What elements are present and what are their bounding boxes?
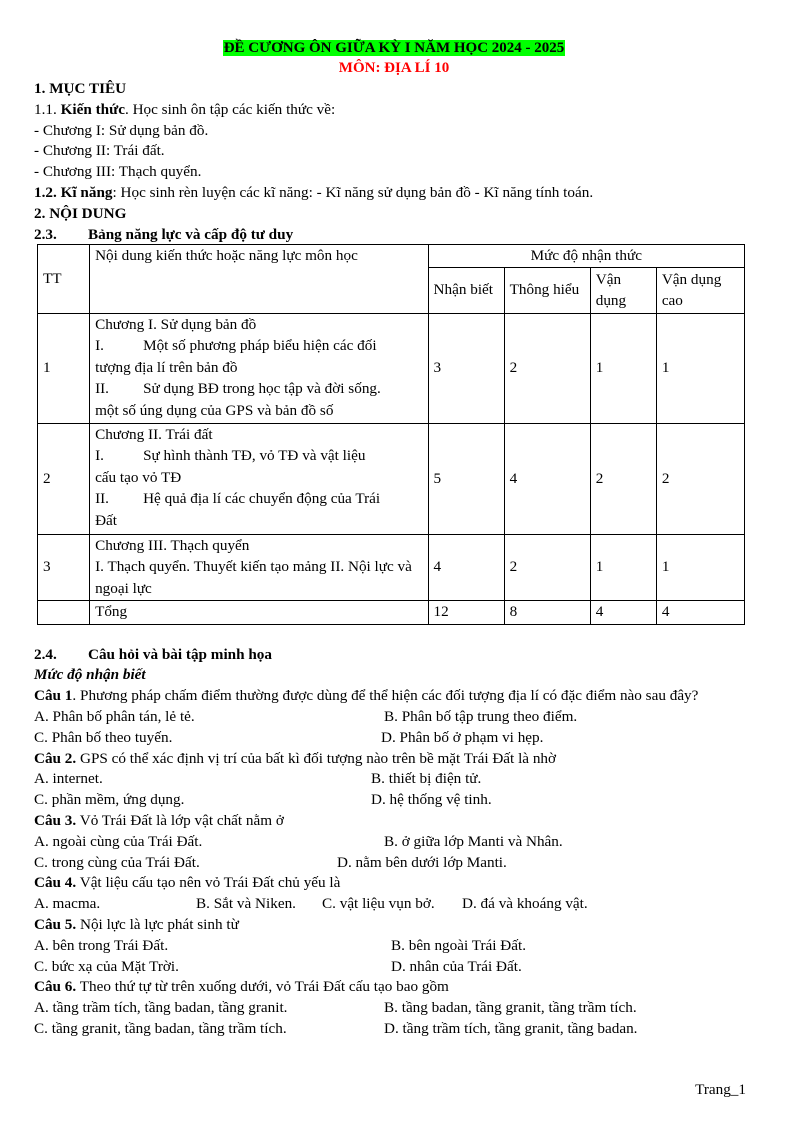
- section2-heading: 2. NỘI DUNG: [34, 204, 127, 222]
- header-content: Nội dung kiến thức hoặc năng lực môn học: [90, 244, 428, 313]
- row-value: 5: [428, 423, 504, 534]
- table-row: [38, 534, 745, 600]
- row-value: 2: [590, 423, 656, 534]
- competency-table: [37, 244, 745, 625]
- section24-heading: 2.4. Câu hỏi và bài tập minh họa: [34, 645, 272, 663]
- question: Câu 2. GPS có thể xác định vị trí của bất kì đối tượng nào trên bề mặt Trái Đất là nhờ: [34, 749, 557, 767]
- skills-line: 1.2. Kĩ năng: Học sinh rèn luyện các kĩ năng: - Kĩ năng sử dụng bản đồ - Kĩ năng tính toán.: [34, 183, 594, 201]
- row-value: 1: [656, 534, 744, 600]
- header-tt: TT: [38, 244, 90, 313]
- question: Câu 4. Vật liệu cấu tạo nên vỏ Trái Đất chủ yếu là: [34, 874, 341, 892]
- row-tt: 1: [38, 313, 90, 423]
- header-level-2: Thông hiểu: [504, 267, 590, 313]
- row-value: 2: [504, 313, 590, 423]
- table-row: [38, 313, 745, 423]
- total-value: 4: [656, 600, 744, 624]
- header-level: Mức độ nhận thức: [428, 244, 744, 267]
- row-value: 1: [590, 313, 656, 423]
- question: Câu 6. Theo thứ tự từ trên xuống dưới, vỏ Trái Đất cấu tạo bao gồm: [34, 978, 449, 996]
- options-row: C. bức xạ của Mặt Trời. D. nhân của Trái Đất.: [34, 957, 522, 975]
- row-value: 4: [428, 534, 504, 600]
- document-title: [34, 38, 754, 58]
- row-tt: 2: [38, 423, 90, 534]
- options-row: C. trong cùng của Trái Đất. D. nằm bên dưới lớp Manti.: [34, 853, 507, 871]
- table-total-row: [38, 600, 745, 624]
- options-row: A. macma. B. Sắt và Niken. C. vật liệu vụn bở. D. đá và khoáng vật.: [34, 895, 588, 913]
- total-value: 12: [428, 600, 504, 624]
- question: Câu 3. Vỏ Trái Đất là lớp vật chất nằm ở: [34, 811, 284, 829]
- options-row: A. tầng trầm tích, tầng badan, tầng granit. B. tầng badan, tầng granit, tầng trầm tích.: [34, 999, 637, 1017]
- options-row: A. internet. B. thiết bị điện tử.: [34, 770, 482, 788]
- header-level-4: Vận dụng cao: [656, 267, 744, 313]
- chapter-item: - Chương III: Thạch quyển.: [34, 163, 202, 181]
- section1-heading: 1. MỤC TIÊU: [34, 80, 127, 97]
- row-content: Chương III. Thạch quyển I. Thạch quyển. Thuyết kiến tạo mảng II. Nội lực và ngoại lực: [90, 534, 428, 600]
- question: Câu 1. Phương pháp chấm điểm thường được dùng để thể hiện các đối tượng địa lí có đặc điểm nào sau đây?: [34, 687, 699, 705]
- total-value: 8: [504, 600, 590, 624]
- row-value: 1: [590, 534, 656, 600]
- section23-heading: 2.3. Bảng năng lực và cấp độ tư duy: [34, 225, 294, 243]
- row-tt: 3: [38, 534, 90, 600]
- row-content: Chương II. Trái đất I. Sự hình thành TĐ, vỏ TĐ và vật liệu cấu tạo vỏ TĐ II. Hệ quả địa lí các chuyển động của Trái Đất: [90, 423, 428, 534]
- row-value: 3: [428, 313, 504, 423]
- options-row: A. ngoài cùng của Trái Đất. B. ở giữa lớp Manti và Nhân.: [34, 832, 563, 850]
- row-value: 4: [504, 423, 590, 534]
- title-highlight: ĐỀ CƯƠNG ÔN GIỮA KỲ I NĂM HỌC 2024 - 2025: [223, 40, 565, 56]
- options-row: A. bên trong Trái Đất. B. bên ngoài Trái Đất.: [34, 936, 526, 954]
- row-value: 1: [656, 313, 744, 423]
- question: Câu 5. Nội lực là lực phát sinh từ: [34, 915, 239, 933]
- options-row: C. Phân bố theo tuyến. D. Phân bố ở phạm vi hẹp.: [34, 728, 544, 746]
- options-row: C. phần mềm, ứng dụng. D. hệ thống vệ tinh.: [34, 791, 492, 809]
- knowledge-line: 1.1. Kiến thức. Học sinh ôn tập các kiến thức về:: [34, 100, 336, 118]
- table-row: [38, 423, 745, 534]
- document-page: [34, 38, 754, 1040]
- row-value: 2: [656, 423, 744, 534]
- header-level-3: Vận dụng: [590, 267, 656, 313]
- chapter-item: - Chương II: Trái đất.: [34, 142, 165, 160]
- row-value: 2: [504, 534, 590, 600]
- level-heading: Mức độ nhận biết: [34, 666, 146, 684]
- row-content: Chương I. Sử dụng bản đồ I. Một số phương pháp biểu hiện các đối tượng địa lí trên bản đồ II. Sử dụng BĐ trong học tập và đời sống. một số úng dụng của GPS và bản đồ số: [90, 313, 428, 423]
- options-row: A. Phân bố phân tán, lẻ tẻ. B. Phân bố tập trung theo điểm.: [34, 707, 578, 725]
- chapter-item: - Chương I: Sử dụng bản đồ.: [34, 121, 209, 139]
- header-level-1: Nhận biết: [428, 267, 504, 313]
- page-number: Trang_1: [695, 1081, 746, 1098]
- total-value: 4: [590, 600, 656, 624]
- total-label: Tổng: [90, 600, 428, 624]
- options-row: C. tầng granit, tầng badan, tầng trầm tích. D. tầng trầm tích, tầng granit, tầng badan.: [34, 1019, 638, 1037]
- subject-title: MÔN: ĐỊA LÍ 10: [338, 60, 450, 76]
